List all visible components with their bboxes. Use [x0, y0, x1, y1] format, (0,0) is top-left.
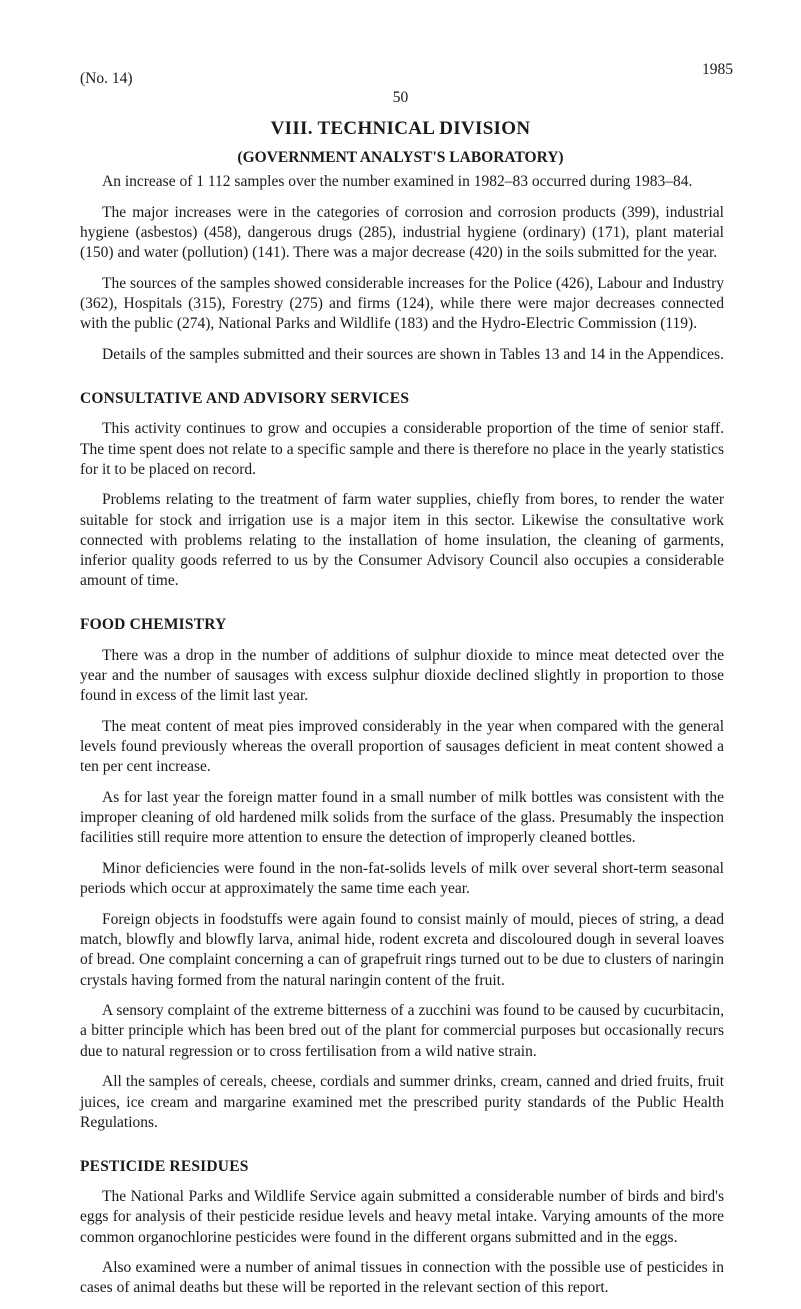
- paragraph: Also examined were a number of animal tissues in connection with the possible use of pesticides in cases of animal deaths but these will be reported in the relevant section of this report.: [80, 1259, 724, 1297]
- paragraph: An increase of 1 112 samples over the number examined in 1982–83 occurred during 1983–84.: [102, 173, 693, 190]
- paragraph: There was a drop in the number of additions of sulphur dioxide to mince meat detected over the year and the number of sausages with excess sulphur dioxide declined slightly in proportion to those found in excess of the limit last year.: [80, 646, 724, 705]
- body-text: [80, 168, 724, 1309]
- section-heading: PESTICIDE RESIDUES: [80, 1157, 249, 1175]
- paragraph: A sensory complaint of the extreme bitterness of a zucchini was found to be caused by cucurbitacin, a bitter principle which has been bred out of the plant for commercial purposes but occasionally recurs due to natural regression or to cross fertilisation from a wild native strain.: [80, 1002, 724, 1060]
- paragraph: The National Parks and Wildlife Service again submitted a considerable number of birds and bird's eggs for analysis of their pesticide residue levels and heavy metal intake. Varying amounts of the more common organochlorine pesticides were found in the different organs submitted and in the eggs.: [80, 1188, 724, 1246]
- page-subtitle: (GOVERNMENT ANALYST'S LABORATORY): [237, 149, 564, 166]
- paragraph: The major increases were in the categories of corrosion and corrosion products (399), industrial hygiene (asbestos) (458), dangerous drugs (285), industrial hygiene (ordinary) (171), plant material (150) and water (pollution) (141). There was a major decrease (420) in the soils submitted for the year.: [80, 203, 724, 262]
- paragraph: This activity continues to grow and occupies a considerable proportion of the time of senior staff. The time spent does not relate to a specific sample and there is therefore no place in the yearly statistics for it to be placed on record.: [80, 420, 724, 478]
- page-number: 50: [392, 89, 409, 106]
- paragraph: Foreign objects in foodstuffs were again found to consist mainly of mould, pieces of string, a dead match, blowfly and blowfly larva, animal hide, rodent excreta and discoloured dough in several loaves of bread. One complaint concerning a can of grapefruit rings turned out to be due to clusters of naringin crystals having formed from the natural naringin content of the fruit.: [80, 910, 724, 989]
- paragraph: The meat content of meat pies improved considerably in the year when compared with the general levels found previously whereas the overall proportion of sausages deficient in meat content showed a ten per cent increase.: [80, 717, 724, 776]
- paragraph: Problems relating to the treatment of farm water supplies, chiefly from bores, to render the water suitable for stock and irrigation use is a major item in this sector. Likewise the consultative work connected with problems relating to the installation of home insulation, the cleaning of garments, inferior quality goods referred to us by the Consumer Advisory Council also occupies a considerable amount of time.: [80, 491, 724, 590]
- section-heading: FOOD CHEMISTRY: [80, 616, 227, 634]
- paragraph: All the samples of cereals, cheese, cordials and summer drinks, cream, canned and dried fruits, fruit juices, ice cream and margarine examined met the prescribed purity standards of the Public Health Regulations.: [80, 1073, 724, 1131]
- paragraph: As for last year the foreign matter found in a small number of milk bottles was consistent with the improper cleaning of old hardened milk solids from the surface of the glass. Presumably the inspection facilities still require more attention to ensure the detection of improperly cleaned bottles.: [80, 788, 724, 847]
- issue-number: (No. 14): [80, 70, 133, 87]
- year: 1985: [702, 61, 733, 78]
- paragraph: Details of the samples submitted and their sources are shown in Tables 13 and 14 in the Appendices.: [102, 345, 724, 363]
- page-title: VIII. TECHNICAL DIVISION: [270, 118, 531, 139]
- paragraph: The sources of the samples showed considerable increases for the Police (426), Labour and Industry (362), Hospitals (315), Forestry (275) and firms (124), while there were major decreases connected with the public (274), National Parks and Wildlife (183) and the Hydro-Electric Commission (119).: [80, 274, 724, 333]
- section-heading: CONSULTATIVE AND ADVISORY SERVICES: [80, 390, 410, 408]
- paragraph: Minor deficiencies were found in the non-fat-solids levels of milk over several short-term seasonal periods which occur at approximately the same time each year.: [80, 859, 724, 898]
